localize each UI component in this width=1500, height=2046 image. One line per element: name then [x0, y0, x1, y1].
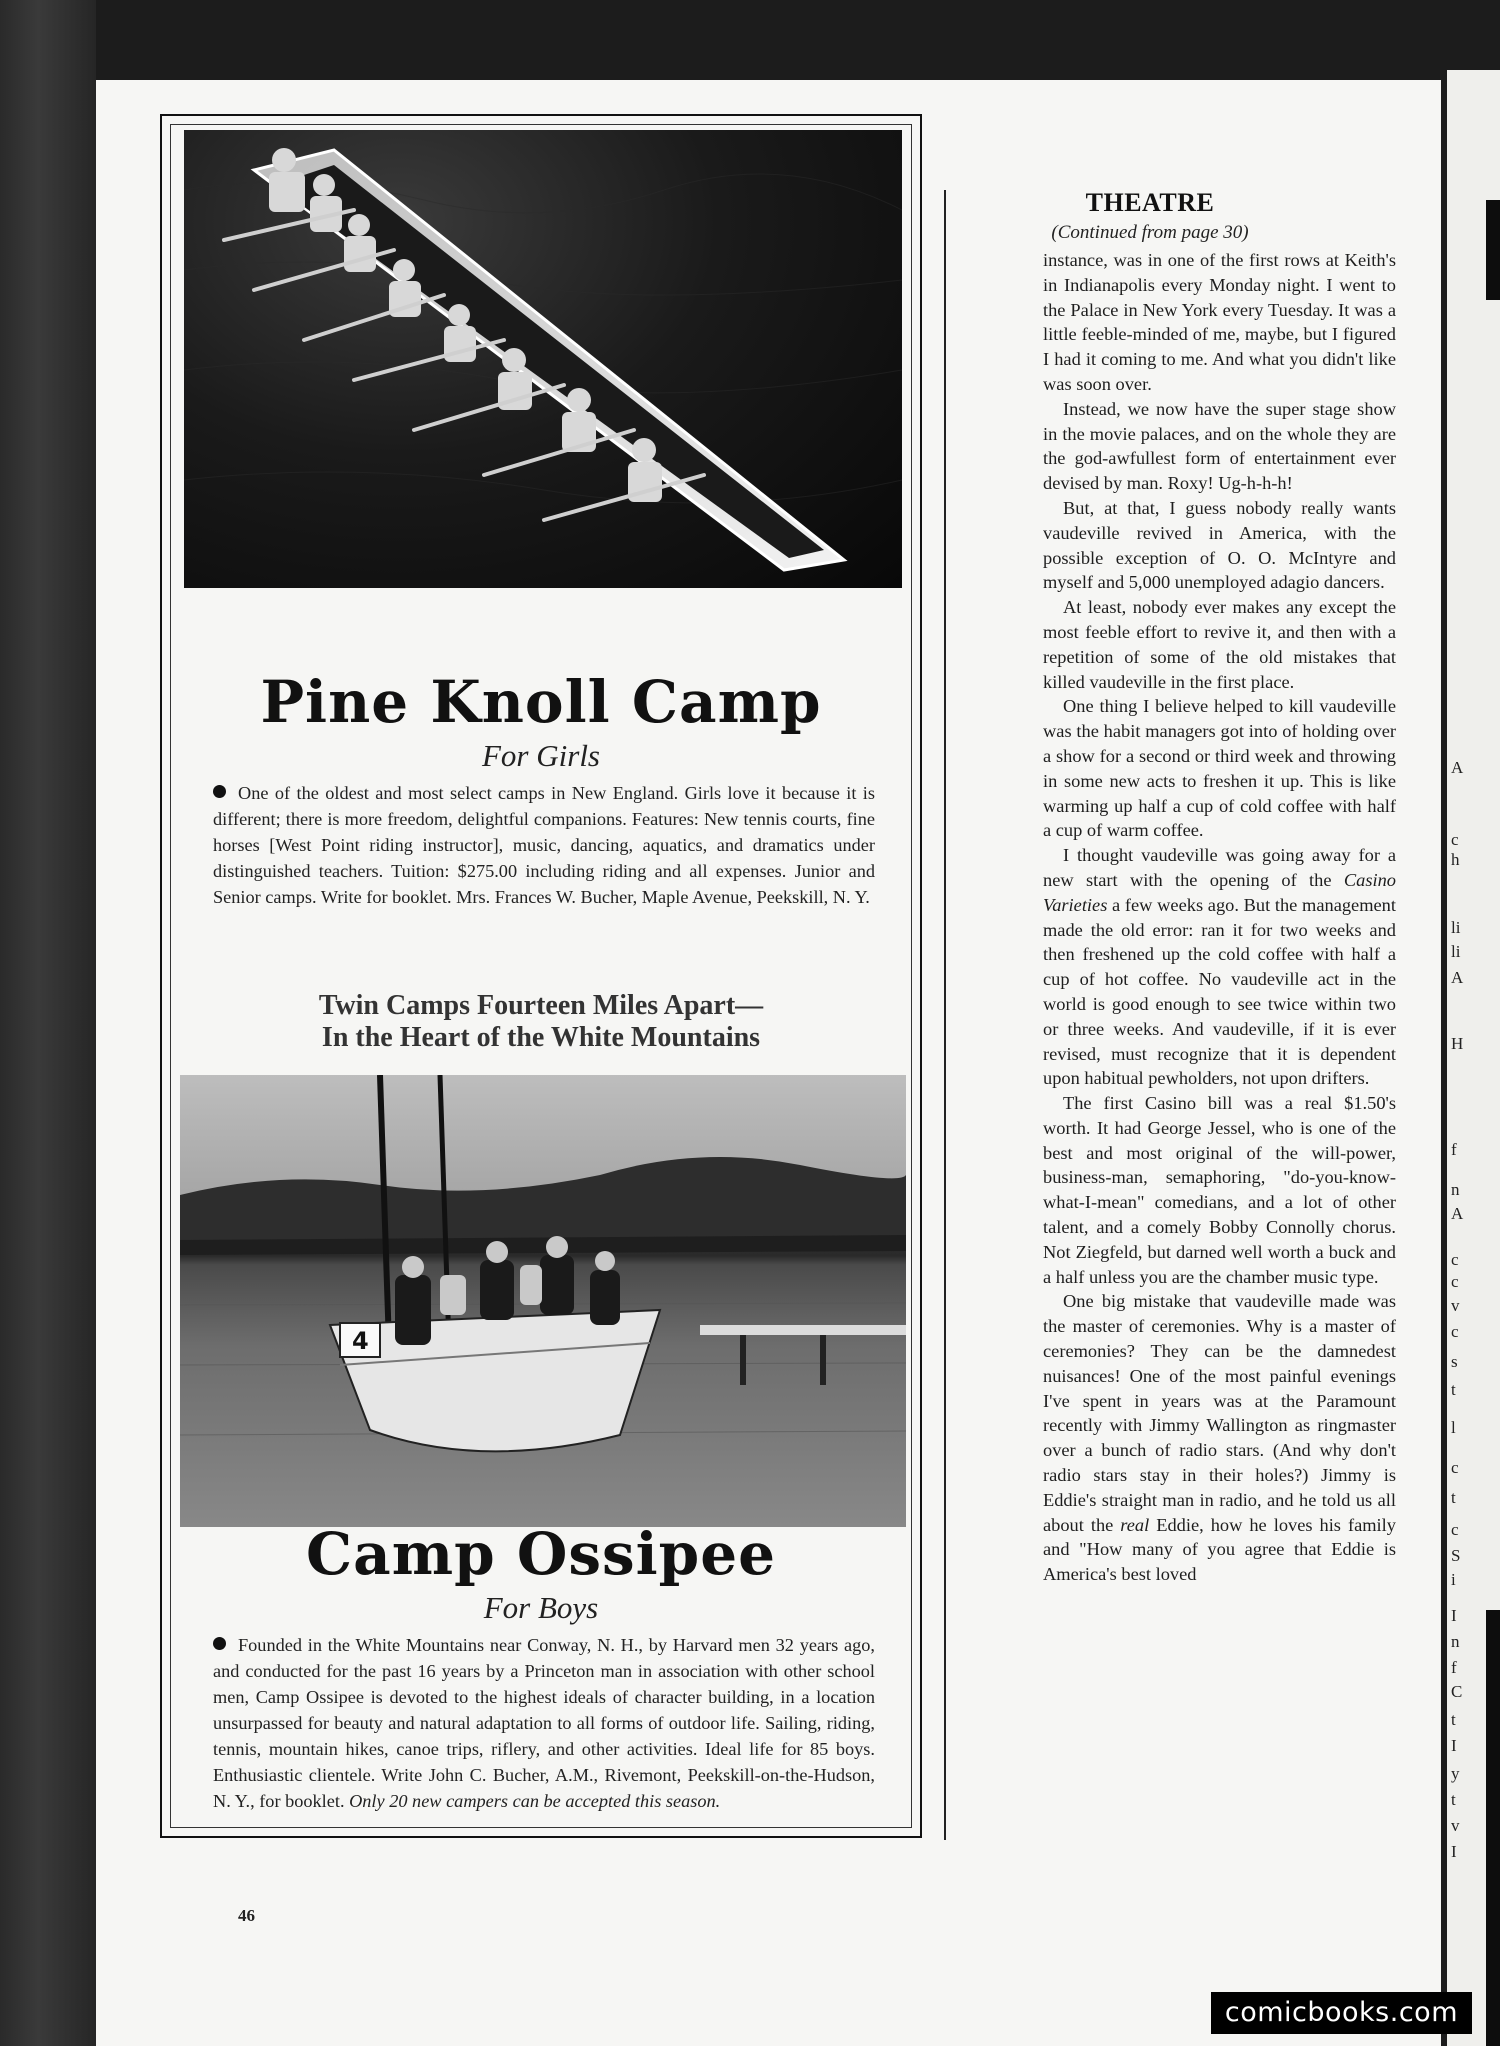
next-page-fragment: c	[1451, 1520, 1459, 1539]
next-page-fragment: t	[1451, 1790, 1456, 1809]
camp1-title: Pine Knoll Camp	[260, 668, 822, 736]
article-paragraph: instance, was in one of the first rows at Keith's in Indianapolis every Monday night. I went to the Palace in New York every Tuesday. It was a little feeble-minded of me, maybe, but I figured I had it coming to me. And what you didn't like was soon over.	[1043, 250, 1396, 394]
next-page-fragment: I	[1451, 1606, 1457, 1625]
scan-edge-left	[0, 0, 96, 2046]
next-page-fragment: li	[1451, 942, 1461, 961]
next-page-fragment: n	[1451, 1180, 1460, 1199]
next-page-dark-mark	[1486, 1610, 1500, 2046]
next-page-fragment: c	[1451, 1458, 1459, 1477]
next-page-fragment: I	[1451, 1842, 1457, 1861]
next-page-fragment: t	[1451, 1380, 1456, 1399]
twin-camps-line1: Twin Camps Fourteen Miles Apart—	[318, 990, 764, 1021]
page-number: 46	[238, 1906, 255, 1925]
twin-camps-heading	[170, 990, 912, 1054]
article-text: a few weeks ago. But the management made the old error: ran it for two weeks and then freshened up the cold coffee with half a cup of hot coffee. No vaudeville act in the world is good enough to see twice within two or three weeks. And vaudeville, if it is ever revised, must recognize that it is dependent upon habitual pewholders, not upon drifters.	[1043, 894, 1396, 1089]
next-page-fragment: v	[1451, 1816, 1460, 1835]
camp1-subtitle: For Girls	[482, 738, 600, 773]
sailboat-illustration	[180, 1075, 906, 1527]
camp2-subtitle: For Boys	[483, 1590, 599, 1625]
next-page-edge	[1447, 70, 1500, 2046]
bullet-icon	[213, 785, 226, 798]
sailboat-number: 4	[352, 1327, 369, 1355]
next-page-fragment: A	[1451, 758, 1464, 777]
camp1-description	[213, 780, 875, 910]
theatre-heading: THEATRE	[1085, 188, 1215, 217]
camp2-description	[213, 1632, 875, 1814]
casino-varieties-italic: Casino Varieties	[1043, 869, 1396, 915]
article-text: I thought vaudeville was going away for a new start with the opening of the	[1043, 845, 1396, 890]
next-page-fragment: t	[1451, 1710, 1456, 1729]
theatre-continued: (Continued from page 30)	[1051, 222, 1249, 243]
article-text: Eddie, how he loves his family and "How many of you agree that Eddie is America's best loved	[1043, 1514, 1396, 1585]
real-italic: real	[1120, 1514, 1150, 1535]
camp1-body-text: One of the oldest and most select camps in New England. Girls love it because it is different; there is more freedom, delightful companions. Features: New tennis courts, fine horses [West Point riding instructor], music, dancing, aquatics, and dramatics under distinguished teachers. Tuition: $275.00 including riding and all expenses. Junior and Senior camps. Write for booklet. Mrs. Frances W. Bucher, Maple Avenue, Peekskill, N. Y.	[213, 783, 875, 907]
article-paragraph: But, at that, I guess nobody really wants vaudeville revived in America, with the possible exception of O. O. McIntyre and myself and 5,000 unemployed adagio dancers.	[1043, 497, 1396, 593]
next-page-fragment: s	[1451, 1352, 1458, 1371]
next-page-fragment: li	[1451, 918, 1461, 937]
next-page-fragment: v	[1451, 1296, 1460, 1315]
next-page-fragment: c	[1451, 1322, 1459, 1341]
next-page-fragment: f	[1451, 1658, 1457, 1677]
article-paragraph: The first Casino bill was a real $1.50's worth. It had George Jessel, who is one of the best and most original of the will-power, business-man, semaphoring, "do-you-know-what-I-mean" comedians, and a lot of other talent, and a comely Bobby Connolly chorus. Not Ziegfeld, but darned well worth a buck and a half unless you are the chamber music type.	[1043, 1093, 1396, 1287]
next-page-fragment: c	[1451, 1250, 1459, 1269]
article-text: One big mistake that vaudeville made was the master of ceremonies. Why is a master of ceremonies? They can be the damnedest nuisances! One of the most painful evenings I've spent in years was at the Paramount recently with Jimmy Wallington as ringmaster over a bunch of radio stars. (And why don't radio stars stay in their holes?) Jimmy is Eddie's straight man in radio, and he told us all about the	[1043, 1291, 1396, 1535]
next-page-dark-mark	[1486, 200, 1500, 300]
article-paragraph: One thing I believe helped to kill vaudeville was the habit managers got into of holding over a show for a second or third week and throwing in some new acts to freshen it up. This is like warming up half a cup of cold coffee with half a cup of warm coffee.	[1043, 696, 1396, 841]
camp2-body-text: Founded in the White Mountains near Conway, N. H., by Harvard men 32 years ago, and conducted for the past 16 years by a Princeton man in association with other school men, Camp Ossipee is devoted to the highest ideals of character building, in a location unsurpassed for beauty and natural adaptation to all forms of outdoor life. Sailing, riding, tennis, mountain hikes, canoe trips, riflery, and other activities. Ideal life for 85 boys. Enthusiastic clientele. Write John C. Bucher, A.M., Rivemont, Peekskill-on-the-Hudson, N. Y., for booklet.	[213, 1635, 875, 1811]
next-page-fragment: C	[1451, 1682, 1463, 1701]
next-page-fragment: H	[1451, 1034, 1464, 1053]
article-paragraph: At least, nobody ever makes any except the most feeble effort to revive it, and then with a repetition of some of the old mistakes that killed vaudeville in the first place.	[1043, 597, 1396, 692]
camp2-title: Camp Ossipee	[305, 1520, 777, 1588]
next-page-fragment: A	[1451, 968, 1464, 987]
next-page-fragment: n	[1451, 1632, 1460, 1651]
next-page-fragment: t	[1451, 1488, 1456, 1507]
next-page-fragment: c	[1451, 1272, 1459, 1291]
twin-camps-line2: In the Heart of the White Mountains	[321, 1022, 761, 1053]
photo-girls-canoe	[184, 130, 902, 588]
next-page-fragment: i	[1451, 1570, 1456, 1589]
next-page-fragment: l	[1451, 1418, 1456, 1437]
next-page-fragment: f	[1451, 1140, 1457, 1159]
next-page-fragment: A	[1451, 1204, 1464, 1223]
article-paragraph: Instead, we now have the super stage show in the movie palaces, and on the whole they are the god-awfullest form of entertainment ever devised by man. Roxy! Ug-h-h-h!	[1043, 398, 1396, 494]
watermark: comicbooks.com	[1211, 1992, 1472, 2034]
bullet-icon	[213, 1637, 226, 1650]
next-page-fragment: S	[1451, 1546, 1461, 1565]
next-page-fragment: y	[1451, 1764, 1460, 1783]
canoe-illustration	[184, 130, 902, 588]
theatre-article	[1043, 248, 1396, 1587]
next-page-fragment: I	[1451, 1736, 1457, 1755]
next-page-fragment: c	[1451, 830, 1459, 849]
article-paragraph	[1043, 1289, 1396, 1587]
column-rule	[944, 190, 946, 1840]
camp2-closing: Only 20 new campers can be accepted this season.	[349, 1791, 721, 1811]
article-paragraph	[1043, 843, 1396, 1091]
next-page-fragment: h	[1451, 850, 1460, 869]
photo-boys-sailboat	[180, 1075, 906, 1527]
